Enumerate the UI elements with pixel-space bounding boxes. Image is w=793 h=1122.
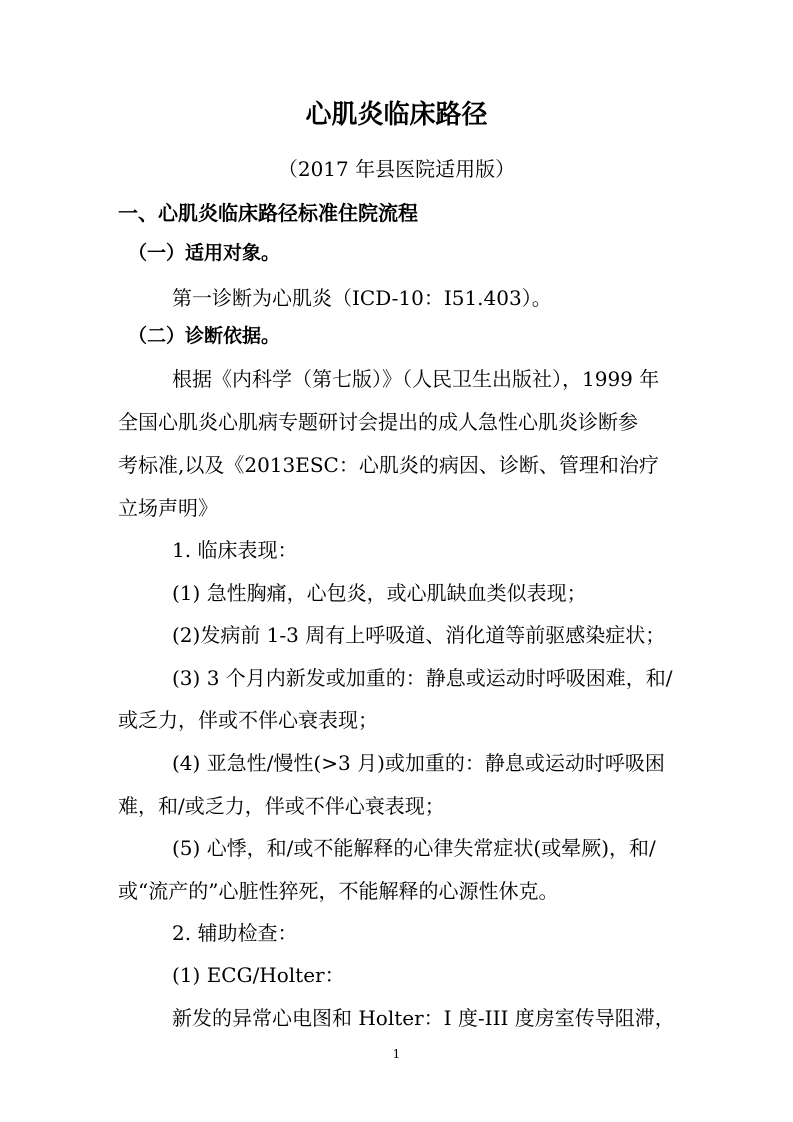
aux-item: (1) ECG/Holter：	[172, 963, 345, 987]
document-subtitle: （2017 年县医院适用版）	[277, 157, 516, 181]
subsection-heading-diagnosis: （二）诊断依据。	[128, 325, 281, 347]
clinical-item: 难，和/或乏力，伴或不伴心衰表现；	[118, 794, 445, 818]
clinical-item: (5) 心悸，和/或不能解释的心律失常症状(或晕厥)，和/	[172, 836, 656, 860]
subsection-heading-scope: （一）适用对象。	[128, 242, 281, 264]
clinical-item: (3) 3 个月内新发或加重的：静息或运动时呼吸困难，和/	[172, 666, 673, 690]
page-number: 1	[392, 1047, 401, 1061]
scope-text: 第一诊断为心肌炎（ICD-10：I51.403）。	[172, 286, 552, 310]
basis-line: 立场声明》	[118, 496, 218, 520]
clinical-item: (1) 急性胸痛，心包炎，或心肌缺血类似表现；	[172, 581, 587, 605]
clinical-heading: 1. 临床表现：	[172, 538, 298, 562]
clinical-item: 或“流产的”心脏性猝死，不能解释的心源性休克。	[118, 879, 559, 903]
section-heading: 一、心肌炎临床路径标准住院流程	[118, 201, 418, 225]
basis-line: 考标准,以及《2013ESC：心肌炎的病因、诊断、管理和治疗	[118, 453, 659, 477]
aux-heading: 2. 辅助检查：	[172, 921, 298, 945]
clinical-item: 或乏力，伴或不伴心衰表现；	[118, 708, 378, 732]
aux-text: 新发的异常心电图和 Holter：I 度-III 度房室传导阻滞，	[172, 1006, 675, 1030]
basis-line: 根据《内科学（第七版）》（人民卫生出版社），1999 年	[172, 367, 660, 391]
clinical-item: (4) 亚急性/慢性(>3 月)或加重的：静息或运动时呼吸困	[172, 751, 665, 775]
basis-line: 全国心肌炎心肌病专题研讨会提出的成人急性心肌炎诊断参	[118, 410, 638, 434]
document-title: 心肌炎临床路径	[305, 100, 488, 130]
clinical-item: (2)发病前 1-3 周有上呼吸道、消化道等前驱感染症状；	[172, 623, 666, 647]
